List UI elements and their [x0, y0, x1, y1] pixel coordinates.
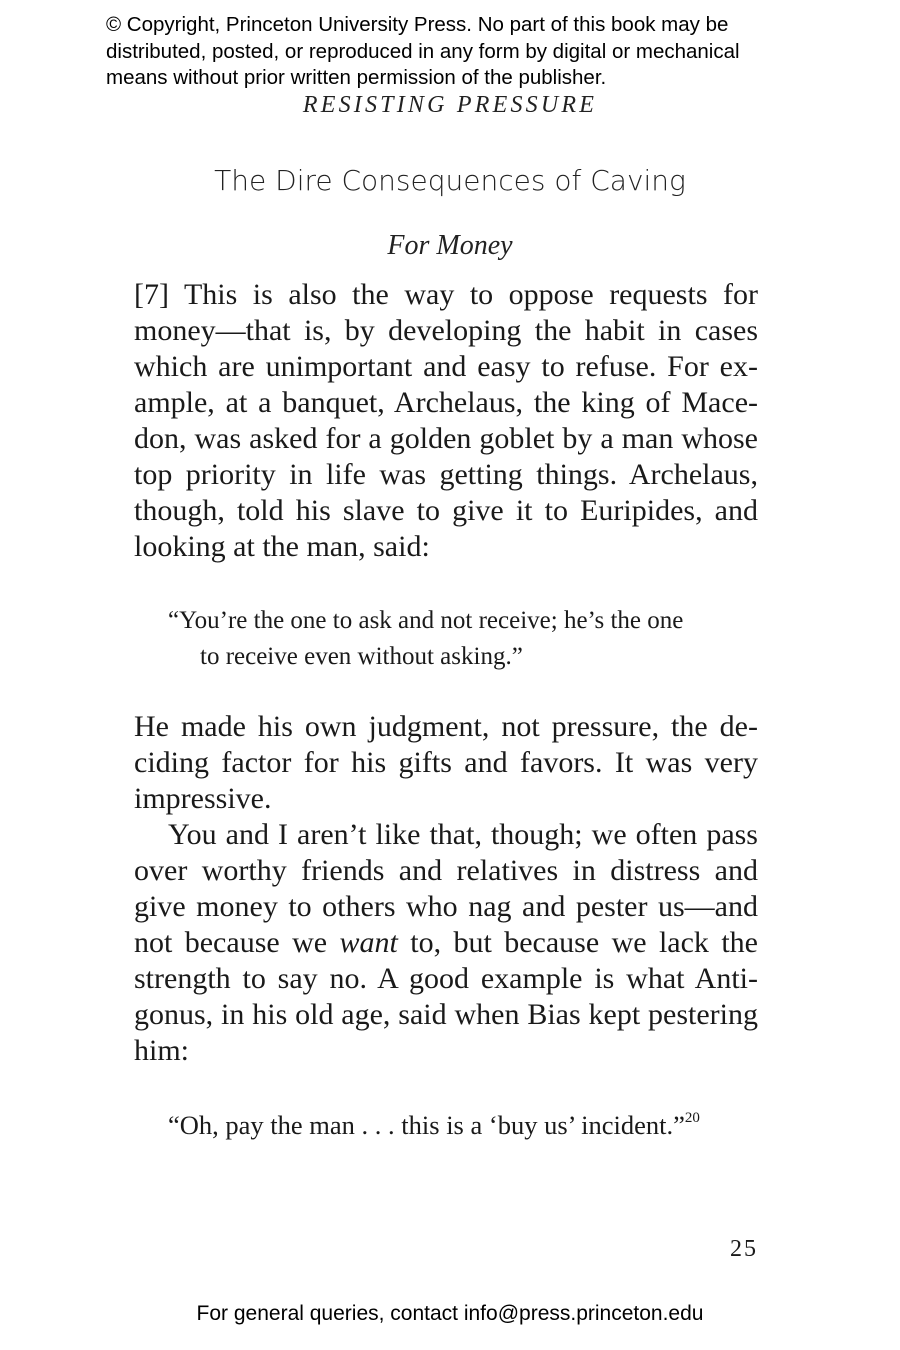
copyright-notice	[106, 12, 866, 92]
chapter-title: The Dire Consequences of Caving	[214, 164, 686, 197]
text-line: He made his own judgment, not pressure, the de-	[134, 710, 758, 743]
text-line: over worthy friends and relatives in distress and	[134, 854, 758, 887]
body-paragraph-2	[134, 709, 758, 817]
text-line: don, was asked for a golden goblet by a man whose	[134, 422, 758, 455]
footer-contact: For general queries, contact info@press.princeton.edu	[196, 1302, 704, 1325]
text-line: You and I aren’t like that, though; we often pass	[168, 818, 758, 851]
footnote-marker: 20	[684, 1110, 700, 1126]
text-line: him:	[134, 1034, 190, 1067]
text-line	[134, 925, 758, 961]
section-subhead: For Money	[387, 230, 513, 261]
quote-line: “You’re the one to ask and not receive; he’s the one	[168, 607, 684, 634]
page-number: 25	[730, 1236, 758, 1262]
body-paragraph-1	[134, 277, 758, 565]
text-line: impressive.	[134, 782, 272, 815]
block-quote-1	[168, 603, 728, 675]
text-line: give money to others who nag and pester us—and	[134, 890, 758, 923]
text-line: ciding factor for his gifts and favors. It was very	[134, 746, 758, 779]
text-line: strength to say no. A good example is what Anti-	[134, 962, 758, 995]
text-line: looking at the man, said:	[134, 530, 430, 563]
text-fragment: to, but because we lack the	[397, 926, 758, 959]
text-line: [7] This is also the way to oppose requests for	[134, 278, 758, 311]
text-line: top priority in life was getting things. Archelaus,	[134, 458, 758, 491]
block-quote-2	[168, 1107, 768, 1143]
quote-line: to receive even without asking.”	[200, 643, 523, 670]
copyright-line: © Copyright, Princeton University Press. No part of this book may be	[106, 13, 729, 36]
text-line: money—that is, by developing the habit in cases	[134, 314, 758, 347]
copyright-line: means without prior written permission of the publisher.	[106, 66, 607, 89]
text-line: gonus, in his old age, said when Bias kept pestering	[134, 998, 758, 1031]
quote-text: “Oh, pay the man . . . this is a ‘buy us’ incident.”	[168, 1110, 685, 1140]
running-head: RESISTING PRESSURE	[302, 92, 598, 118]
text-line: which are unimportant and easy to refuse. For ex-	[134, 350, 758, 383]
emphasis-text: want	[339, 926, 398, 959]
body-paragraph-3	[134, 817, 758, 1069]
text-fragment: not because we	[134, 926, 340, 959]
text-line: though, told his slave to give it to Euripides, and	[134, 494, 758, 527]
text-line: ample, at a banquet, Archelaus, the king of Mace-	[134, 386, 758, 419]
copyright-line: distributed, posted, or reproduced in any form by digital or mechanical	[106, 39, 740, 63]
